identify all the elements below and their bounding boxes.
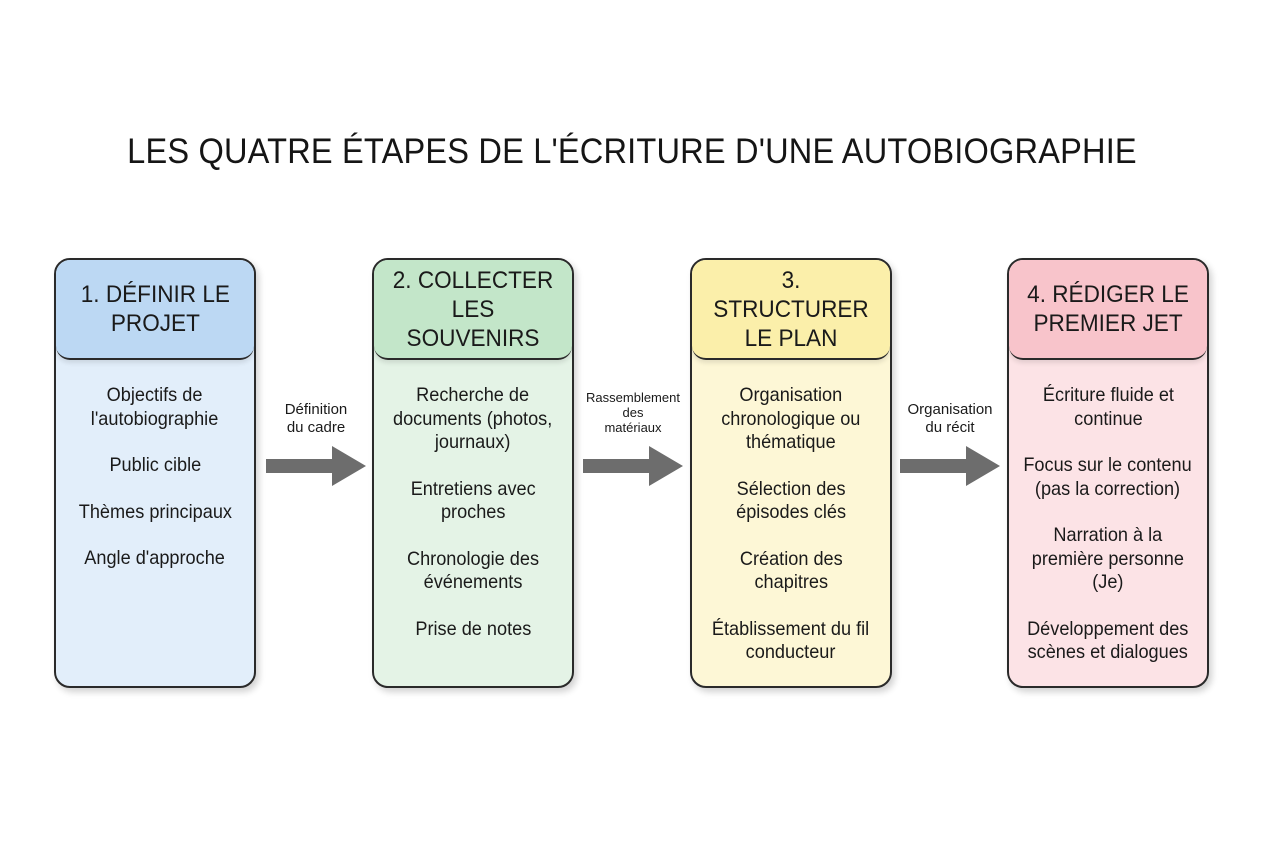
step-title: 2. COLLECTER LES SOUVENIRS [392, 266, 554, 352]
step-header [374, 260, 572, 360]
list-item: Objectifs de l'autobiographie [91, 384, 219, 430]
list-item: Sélection des épisodes clés [736, 477, 846, 523]
diagram-title: LES QUATRE ÉTAPES DE L'ÉCRITURE D'UNE AUTOBIOGRAPHIE [127, 132, 1137, 171]
step-header [56, 260, 254, 360]
connector-label: Organisation du récit [907, 401, 993, 436]
list-item: Recherche de documents (photos, journaux) [393, 384, 553, 453]
step-item-list [56, 360, 254, 571]
step-box-collect-memories [372, 258, 574, 688]
list-item: Focus sur le contenu (pas la correction) [1023, 454, 1193, 500]
step-title: 3. STRUCTURER LE PLAN [713, 266, 869, 352]
list-item: Organisation chronologique ou thématique [721, 384, 861, 453]
list-item: Développement des scènes et dialogues [1027, 617, 1189, 663]
list-item: Entretiens avec proches [410, 477, 536, 523]
connector-label: Rassemblement des matériaux [586, 390, 680, 435]
connector-label: Définition du cadre [284, 401, 348, 436]
step-title: 4. RÉDIGER LE PREMIER JET [1027, 281, 1189, 337]
arrow-right-icon [583, 446, 683, 486]
step-item-list [374, 360, 572, 641]
step-header [692, 260, 890, 360]
arrow-right-icon [266, 446, 366, 486]
list-item: Écriture fluide et continue [1042, 384, 1174, 430]
step-box-define-project [54, 258, 256, 688]
list-item: Angle d'approche [84, 547, 226, 569]
step-title: 1. DÉFINIR LE PROJET [80, 281, 230, 337]
list-item: Prise de notes [415, 617, 531, 640]
step-item-list [692, 360, 890, 665]
step-item-list [1009, 360, 1207, 665]
list-item: Établissement du fil conducteur [712, 617, 870, 663]
step-box-write-draft [1007, 258, 1209, 688]
step-box-structure-plan [690, 258, 892, 688]
list-item: Narration à la première personne (Je) [1031, 524, 1185, 593]
step-header [1009, 260, 1207, 360]
list-item: Thèmes principaux [78, 500, 232, 523]
arrow-right-icon [900, 446, 1000, 486]
list-item: Public cible [109, 454, 201, 476]
list-item: Chronologie des événements [406, 547, 540, 593]
list-item: Création des chapitres [739, 547, 843, 593]
